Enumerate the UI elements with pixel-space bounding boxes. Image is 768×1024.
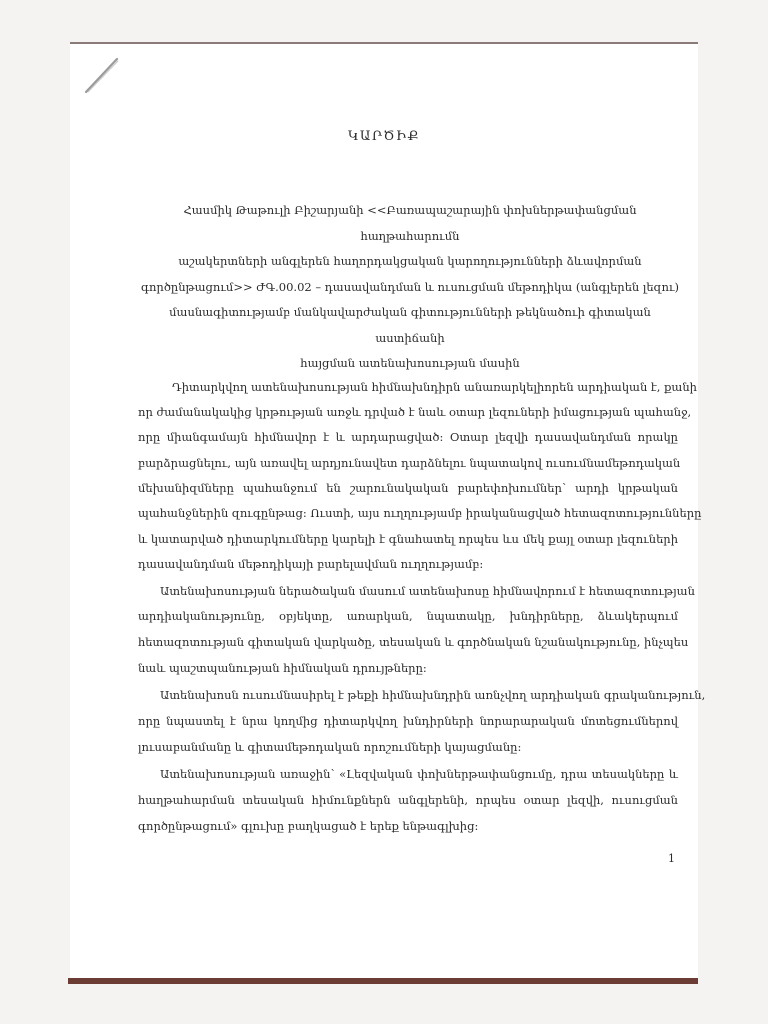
page-top-edge	[70, 42, 698, 44]
body-line: դասավանդման մեթոդիկայի բարելավման ուղղությամբ:	[138, 557, 484, 571]
body-line: հետազոտության գիտական վարկածը, տեսական և գործնական նշանակությունը, ինչպես	[138, 635, 689, 649]
body-line: գործընթացում» գլուխը բաղկացած է երեք ենթագլխից:	[138, 819, 479, 833]
pencil-stroke-mark	[84, 56, 120, 94]
body-line: որը նպաստել է նրա կողմից դիտարկվող խնդիրների նորարարական մոտեցումներով	[138, 714, 678, 728]
body-line: պահանջներին զուգընթաց: Ուստի, այս ուղղությամբ իրականացված հետազոտությունները	[138, 506, 702, 520]
body-line: հաղթահարման տեսական հիմունքներն անգլերենի, որպես օտար լեզվի, ուսուցման	[138, 793, 678, 807]
body-line: Ատենախոսն ուսումնասիրել է թեքի հիմնախնդրին առնչվող արդիական գրականություն,	[160, 688, 706, 702]
body-line: մեխանիզմները պահանջում են շարունակական բարեփոխումներ՝ արդի կրթական	[138, 481, 678, 495]
subject-line: գործընթացում>> ԺԳ.00.02 – դասավանդման և ուսուցման մեթոդիկա (անգլերեն լեզու)	[140, 279, 680, 294]
subject-line: Հասմիկ Թաթուլի Բիշարյանի <<Բառապաշարային փոխներթափանցման հաղթահարումն	[183, 203, 637, 243]
subject-line: հայցման ատենախոսության մասին	[300, 356, 520, 370]
page-bottom-edge	[68, 978, 698, 984]
body-line: որ ժամանակակից կրթության առջև դրված է նաև օտար լեզուների իմացության պահանջ,	[138, 405, 692, 419]
body-line: լուսաբանմանը և գիտամեթոդական որոշումների կայացմանը:	[138, 740, 522, 754]
body-line: Ատենախոսության ներածական մասում ատենախոսը հիմնավորում է հետազոտության	[160, 584, 695, 598]
subject-line: մասնագիտությամբ մանկավարժական գիտությունների թեկնածուի գիտական աստիճանի	[169, 305, 651, 345]
body-line: նաև պաշտպանության հիմնական դրույթները:	[138, 661, 427, 675]
subject-line: աշակերտների անգլերեն հաղորդակցական կարողությունների ձևավորման	[178, 254, 642, 268]
document-title: ԿԱՐԾԻՔ	[347, 129, 421, 144]
body-line: որը միանգամայն հիմնավոր է և արդարացված: Օտար լեզվի դասավանդման որակը	[138, 430, 678, 444]
page-number: 1	[668, 852, 675, 865]
body-line: և կատարված դիտարկումները կարելի է գնահատել որպես ևս մեկ քայլ օտար լեզուների	[138, 532, 678, 546]
body-line: Ատենախոսության առաջին՝ «Լեզվական փոխներթափանցումը, դրա տեսակները և	[160, 767, 678, 781]
document-subject	[140, 198, 680, 377]
body-line: Դիտարկվող ատենախոսության հիմնախնդիրն անառարկելիորեն արդիական է, քանի	[172, 380, 697, 394]
body-line: բարձրացնելու, այն առավել արդյունավետ դարձնելու նպատակով ուսումնամեթոդական	[138, 456, 681, 470]
body-line: արդիականությունը, օբյեկտը, առարկան, նպատակը, խնդիրները, ձևակերպում	[138, 609, 678, 623]
